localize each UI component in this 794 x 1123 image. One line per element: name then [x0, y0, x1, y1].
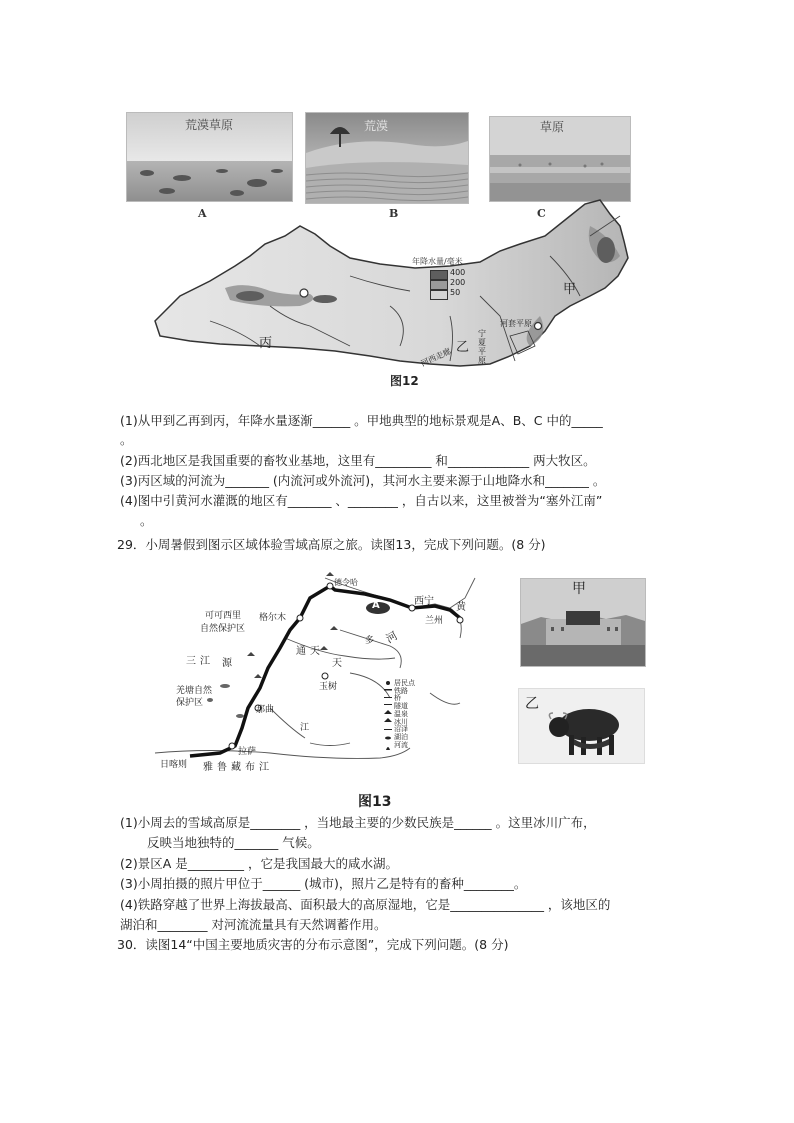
legend-label-400: 400: [450, 268, 466, 277]
fig13-yaluzangbu: 雅鲁藏布江: [203, 762, 273, 773]
q28-item3: (3)丙区域的河流为_______ (内流河或外流河)，其河水主要来源于山地降水和_______ 。: [120, 473, 606, 488]
legend-item-swamp: 沼泽: [394, 725, 408, 734]
q29-item4: (4)铁路穿越了世界上海拔最高、面积最大的高原湿地，它是_______________ ，该地区的: [120, 897, 611, 912]
fig13-yuan: 源: [222, 658, 232, 669]
figure13-caption: 图13: [358, 794, 392, 810]
q29-item4-cont: 湖泊和________ 对河流流量具有天然调蓄作用。: [120, 917, 387, 932]
fig13-yushu: 玉树: [319, 682, 338, 692]
fig13-legend: [394, 680, 415, 749]
q29-item1-cont: 反映当地独特的_______ 气候。: [147, 835, 320, 850]
map-label-hetao: 河套平原: [500, 319, 532, 328]
q28-item2: (2)西北地区是我国重要的畜牧业基地，这里有_________ 和_____________ 两大牧区。: [120, 453, 596, 468]
legend-item-river: 河流: [394, 740, 408, 749]
legend-item-hot-spring: 温泉: [394, 709, 408, 718]
legend-title: 年降水量/毫米: [412, 257, 463, 266]
fig13-qiangtang: 羌塘自然: [176, 686, 213, 696]
q28-item4-end: 。: [140, 513, 153, 528]
fig13-kekexili: 可可西里: [205, 611, 242, 621]
fig13-tongtian: 通天: [296, 646, 324, 657]
photo-b-letter: B: [389, 207, 399, 220]
map-label-ningxia: 宁夏平原: [478, 329, 486, 365]
q30-heading: 30．读图14“中国主要地质灾害的分布示意图”，完成下列问题。(8 分): [117, 937, 509, 952]
legend-label-50: 50: [450, 288, 461, 297]
photo-c-title: 草原: [540, 120, 565, 134]
q29-heading: 29．小周暑假到图示区域体验雪域高原之旅。读图13，完成下列问题。(8 分): [117, 537, 546, 552]
figure12-caption: 图12: [390, 374, 419, 388]
q28-item4: (4)图中引黄河水灌溉的地区有_______ 、________ ，自古以来，这里被誉为“塞外江南”: [120, 493, 603, 508]
photo-a-letter: A: [198, 207, 207, 220]
fig13-baohuqu: 保护区: [176, 698, 204, 708]
q29-item3: (3)小周拍摄的照片甲位于______ (城市)，照片乙是特有的畜种________。: [120, 876, 527, 891]
legend-item-lake: 湖泊: [394, 732, 408, 741]
q28-item1: (1)从甲到乙再到丙，年降水量逐渐______ 。甲地典型的地标景观是A、B、C 中的_____: [120, 413, 603, 428]
fig13-he: 河: [383, 629, 400, 646]
q28-item1-end: 。: [120, 432, 133, 447]
legend-item-settlement: 居民点: [394, 679, 415, 687]
fig13-tian: 天: [332, 658, 342, 669]
fig13-a: A: [372, 600, 380, 611]
map-label-bing: 丙: [259, 336, 273, 351]
fig13-duo: 多: [365, 636, 375, 646]
legend-item-railway: 铁路: [394, 686, 408, 695]
legend-label-200: 200: [450, 278, 466, 287]
fig13-delingha: 德令哈: [334, 578, 358, 587]
fig13-lanzhou: 兰州: [425, 616, 444, 626]
photo-yi-label: 乙: [525, 696, 539, 712]
fig13-huang: 黄: [456, 602, 466, 613]
photo-c-letter: C: [537, 207, 546, 220]
fig13-jiang: 江: [300, 723, 310, 733]
photo-b-title: 荒漠: [364, 119, 389, 133]
fig13-xining: 西宁: [414, 596, 434, 607]
northwest-region-outline: [155, 200, 628, 366]
fig13-lasa: 拉萨: [238, 747, 257, 757]
photo-a-title: 荒漠草原: [185, 118, 234, 132]
fig13-kekexili-2: 自然保护区: [200, 624, 246, 634]
fig13-nagqu: 那曲: [256, 705, 275, 715]
q29-item2: (2)景区A 是_________ ，它是我国最大的咸水湖。: [120, 856, 398, 871]
legend-item-bridge: 桥: [394, 694, 401, 703]
map-label-hexi: 河西走廊: [419, 346, 453, 369]
legend-swatch-200: [430, 280, 448, 290]
q29-item1: (1)小周去的雪域高原是________ ，当地最主要的少数民族是______ 。这里冰川广布，: [120, 815, 596, 830]
fig13-sanjiang: 三江: [186, 656, 214, 667]
fig13-rikaze: 日喀则: [160, 760, 188, 770]
photo-jia-label: 甲: [572, 581, 586, 597]
map-label-yi: 乙: [456, 340, 470, 355]
legend-swatch-400: [430, 270, 448, 280]
legend-item-glacier: 冰川: [394, 717, 408, 726]
fig13-geermu: 格尔木: [259, 613, 287, 623]
map-label-jia: 甲: [563, 282, 577, 297]
legend-item-tunnel: 隧道: [394, 702, 408, 711]
legend-swatch-50: [430, 290, 448, 300]
